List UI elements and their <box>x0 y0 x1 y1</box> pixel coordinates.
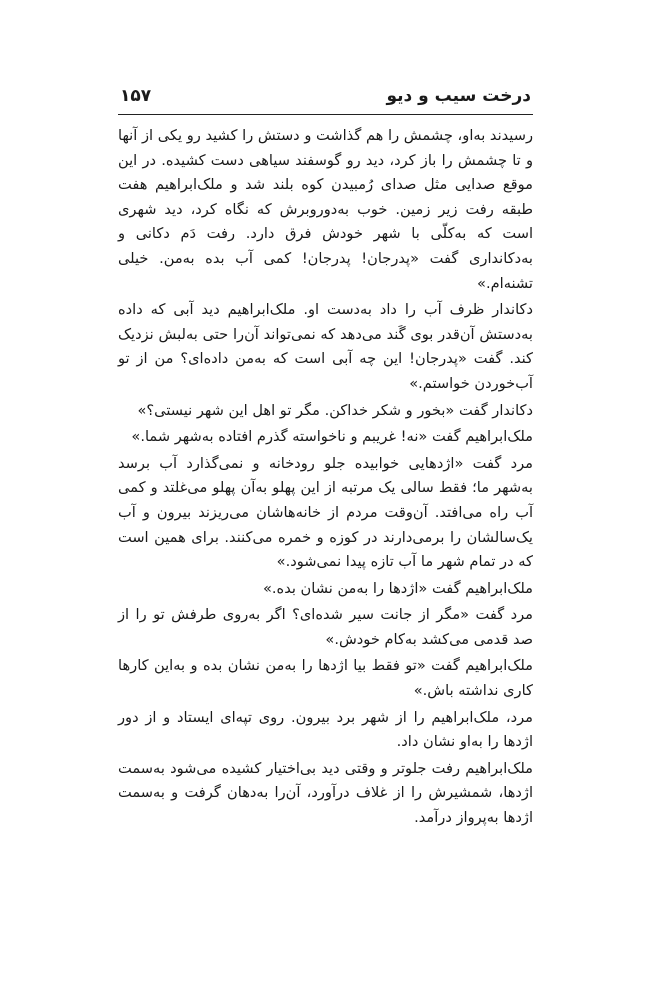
story-text <box>118 124 533 833</box>
paragraph: ملک‌ابراهیم رفت جلوتر و وقتی دید بی‌اختیار کشیده می‌شود به‌سمت اژدها، شمشیرش را از غلاف درآورد، آن‌را به‌دهان گرفت و به‌سمت اژدها به‌پرواز درآمد. <box>118 759 533 827</box>
page-number: ۱۵۷ <box>120 86 152 106</box>
chapter-title: درخت سیب و دیو <box>386 86 531 106</box>
paragraph: مرد، ملک‌ابراهیم را از شهر برد بیرون. روی تپه‌ای ایستاد و از دور اژدها را به‌او نشان داد. <box>118 708 533 751</box>
paragraph: مرد گفت «مگر از جانت سیر شده‌ای؟ اگر به‌روی طرفش تو را از صد قدمی می‌کشد به‌کام خودش.» <box>118 606 533 648</box>
paragraph: مرد گفت «اژدهایی خوابیده جلو رودخانه و نمی‌گذارد آب برسد به‌شهر ما؛ فقط سالی یک مرتبه از این پهلو به‌آن پهلو می‌غلتد و کمی آب راه می‌افتد. آن‌وقت مردم از خانه‌هاشان می‌ریزند بیرون و آب یک‌سالشان را برمی‌دارند در کوزه و خمره می‌کنند. برای همین است که در تمام شهر ما آب تازه پیدا نمی‌شود.» <box>118 454 533 571</box>
paragraph: رسیدند به‌او، چشمش را هم گذاشت و دستش را کشید رو یکی از آنها و تا چشمش را باز کرد، دید رو گوسفند سیاهی دست کشیده. در این موقع صدایی مثل صدای رُمبیدن کوه بلند شد و ملک‌ابراهیم هفت طبقه رفت زیر زمین. خوب به‌دوروبرش که نگاه کرد، دید شهری است که به‌کلّی با شهر خودش فرق دارد. رفت دَم دکانی و به‌دکانداری گفت «پدرجان! پدرجان! کمی آب بده به‌من. خیلی تشنه‌ام.» <box>118 127 533 292</box>
paragraph: دکاندار ظرف آب را داد به‌دست او. ملک‌ابراهیم دید آبی که داده به‌دستش آن‌قدر بوی گَند می‌دهد که نمی‌تواند آن‌را حتی به‌لبش نزدیک کند. گفت «پدرجان! این چه آبی است که به‌من داده‌ای؟ من از تو آب‌خوردن خواستم.» <box>118 301 533 392</box>
paragraph: ملک‌ابراهیم گفت «اژدها را به‌من نشان بده.» <box>262 579 533 597</box>
paragraph: ملک‌ابراهیم گفت «تو فقط بیا اژدها را به‌من نشان بده و به‌این کارها کاری نداشته باش.» <box>118 657 533 700</box>
paragraph: دکاندار گفت «بخور و شکر خداکن. مگر تو اهل این شهر نیستی؟» <box>137 401 533 419</box>
paragraph: ملک‌ابراهیم گفت «نه! غریبم و ناخواسته گذرم افتاده به‌شهر شما.» <box>131 428 533 446</box>
running-header <box>118 84 533 115</box>
